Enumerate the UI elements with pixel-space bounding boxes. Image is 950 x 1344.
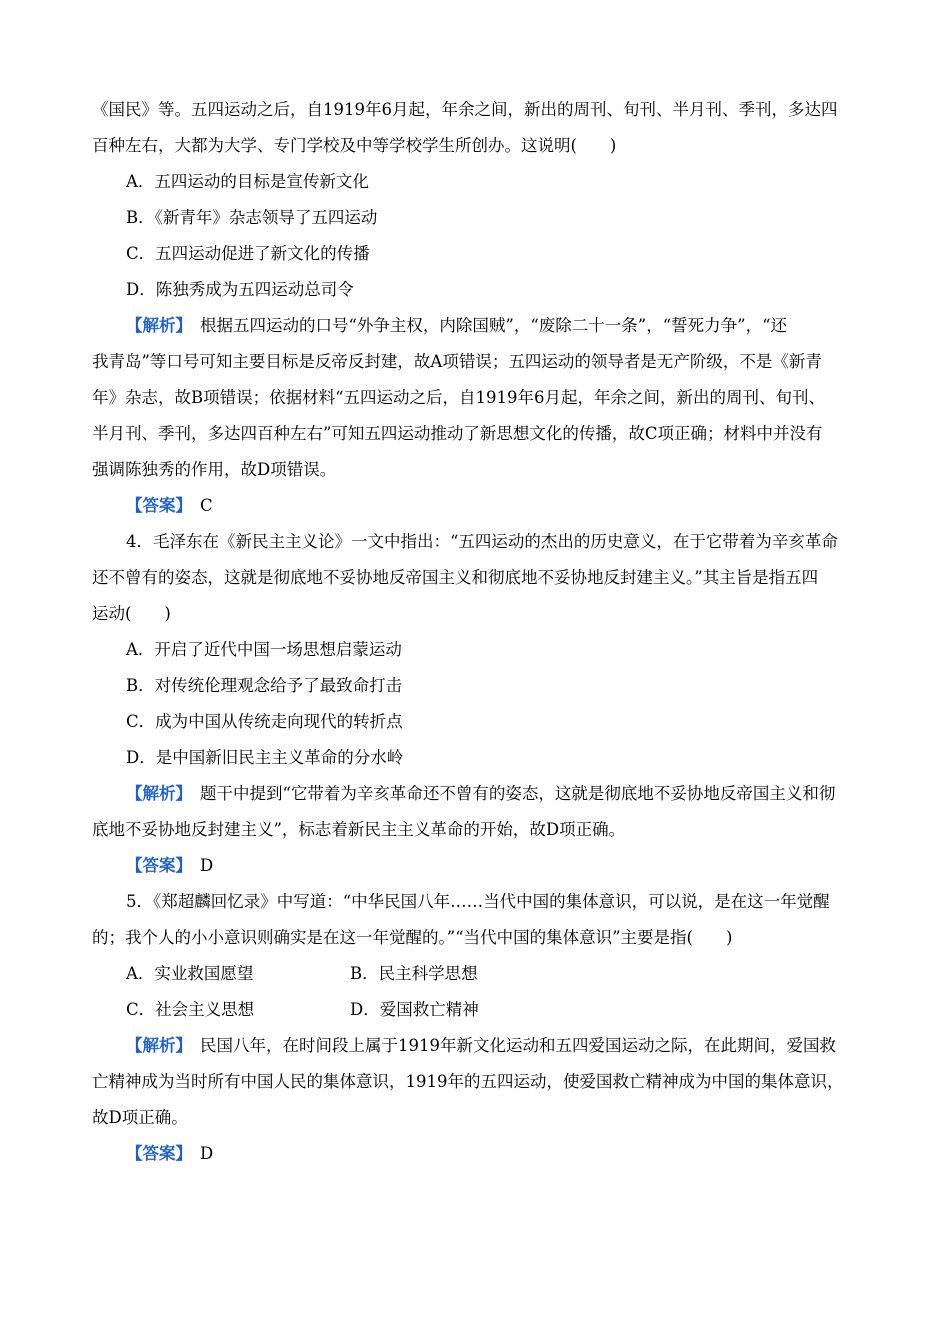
- analysis-line: [92, 1028, 862, 1064]
- analysis-tag: 【解析】: [126, 316, 192, 335]
- analysis-line: 底地不妥协地反封建主义”，标志着新民主主义革命的开始，故D项正确。: [92, 820, 626, 839]
- option-b: B．《新青年》杂志领导了五四运动: [126, 208, 378, 227]
- question-3: [92, 92, 862, 524]
- analysis-line: [92, 308, 862, 344]
- question-stem-line: 《国民》等。五四运动之后，自1919年6月起，年余之间，新出的周刊、旬刊、半月刊、季刊，多达四: [92, 100, 838, 119]
- answer-value: D: [200, 1144, 214, 1163]
- option-a: A．五四运动的目标是宣传新文化: [126, 172, 369, 191]
- document-page: [92, 92, 862, 1172]
- answer-tag: 【答案】: [126, 856, 192, 875]
- question-stem-line: 还不曾有的姿态，这就是彻底地不妥协地反帝国主义和彻底地不妥协地反封建主义。”其主旨是指五四: [92, 568, 819, 587]
- option-c: C．五四运动促进了新文化的传播: [126, 244, 370, 263]
- option-row: [92, 956, 862, 992]
- question-stem-line: 5．《郑超麟回忆录》中写道：“中华民国八年……当代中国的集体意识，可以说，是在这一年觉醒: [126, 892, 830, 911]
- analysis-line: 年》杂志，故B项错误；依据材料“五四运动之后，自1919年6月起，年余之间，新出的周刊、旬刊、: [92, 388, 826, 407]
- option-c: C．社会主义思想: [126, 1000, 255, 1019]
- answer-line: [92, 1136, 862, 1172]
- option-d: D．爱国救亡精神: [350, 1000, 479, 1019]
- answer-value: D: [200, 856, 214, 875]
- analysis-line: [92, 776, 862, 812]
- answer-tag: 【答案】: [126, 496, 192, 515]
- option-a: A．开启了近代中国一场思想启蒙运动: [126, 640, 402, 659]
- analysis-line: 强调陈独秀的作用，故D项错误。: [92, 460, 337, 479]
- analysis-line: 半月刊、季刊，多达四百种左右”可知五四运动推动了新思想文化的传播，故C项正确；材料中并没有: [92, 424, 823, 443]
- option-d: D．是中国新旧民主主义革命的分水岭: [126, 748, 404, 767]
- question-stem-line: 的；我个人的小小意识则确实是在这一年觉醒的。”“当代中国的集体意识”主要是指( ): [92, 928, 733, 947]
- analysis-tag: 【解析】: [126, 1036, 192, 1055]
- analysis-line: 我青岛”等口号可知主要目标是反帝反封建，故A项错误；五四运动的领导者是无产阶级，不是《新青: [92, 352, 822, 371]
- analysis-text: 民国八年，在时间段上属于1919年新文化运动和五四爱国运动之际，在此期间，爱国救: [200, 1036, 836, 1055]
- answer-line: [92, 848, 862, 884]
- question-5: [92, 884, 862, 1172]
- question-stem-line: 百种左右，大都为大学、专门学校及中等学校学生所创办。这说明( ): [92, 136, 617, 155]
- option-d: D．陈独秀成为五四运动总司令: [126, 280, 354, 299]
- answer-value: C: [200, 496, 213, 515]
- option-c: C．成为中国从传统走向现代的转折点: [126, 712, 403, 731]
- answer-line: [92, 488, 862, 524]
- option-a: A．实业救国愿望: [126, 964, 254, 983]
- option-row: [92, 992, 862, 1028]
- question-4: [92, 524, 862, 884]
- analysis-line: 故D项正确。: [92, 1108, 188, 1127]
- analysis-line: 亡精神成为当时所有中国人民的集体意识，1919年的五四运动，使爱国救亡精神成为中国的集体意识，: [92, 1072, 844, 1091]
- question-stem-line: 运动( ): [92, 604, 171, 623]
- analysis-text: 根据五四运动的口号“外争主权，内除国贼”，“废除二十一条”，“誓死力争”，“还: [200, 316, 788, 335]
- answer-tag: 【答案】: [126, 1144, 192, 1163]
- question-stem-line: 4．毛泽东在《新民主主义论》一文中指出：“五四运动的杰出的历史意义，在于它带着为辛亥革命: [126, 532, 838, 551]
- analysis-text: 题干中提到“它带着为辛亥革命还不曾有的姿态，这就是彻底地不妥协地反帝国主义和彻: [200, 784, 836, 803]
- analysis-tag: 【解析】: [126, 784, 192, 803]
- option-b: B．对传统伦理观念给予了最致命打击: [126, 676, 403, 695]
- option-b: B．民主科学思想: [350, 964, 478, 983]
